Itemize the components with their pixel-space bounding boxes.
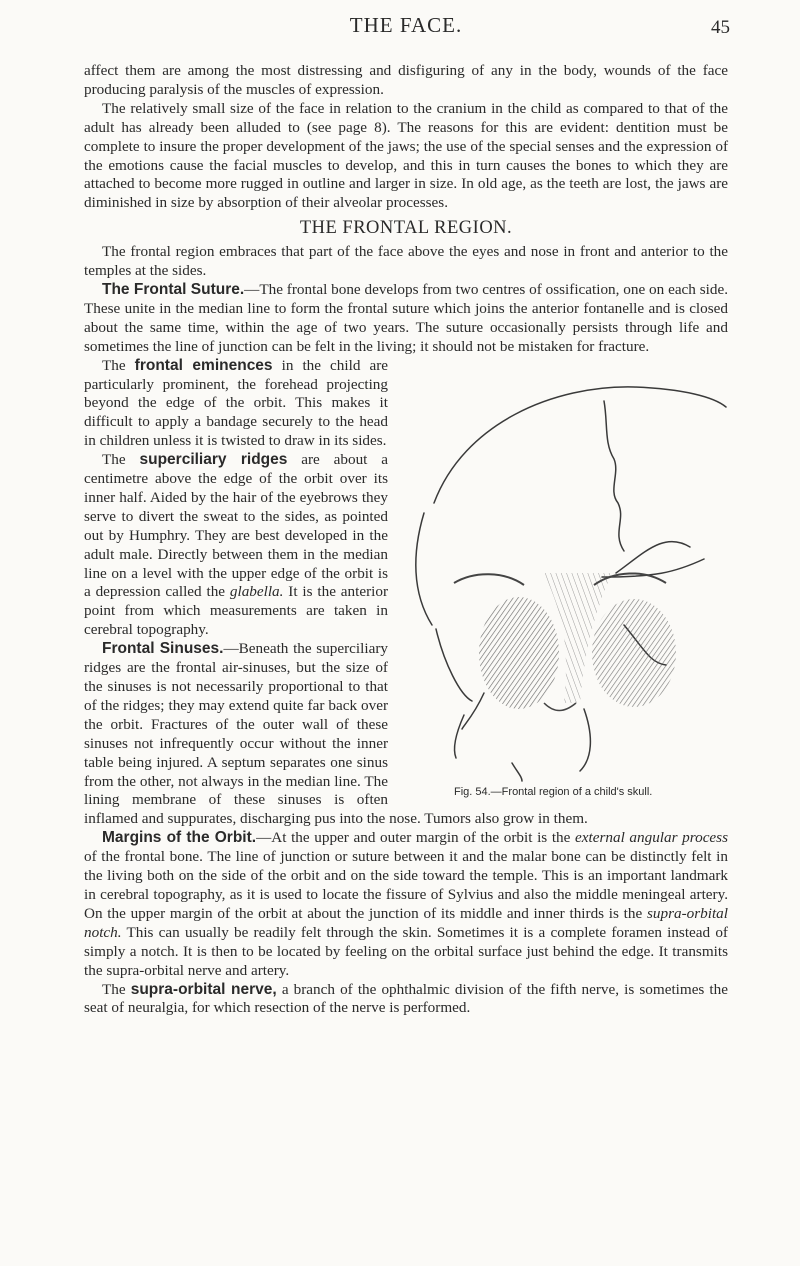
paragraph-frontal-region: The frontal region embraces that part of the face above the eyes and nose in front and anterior to the temples at the sides. bbox=[84, 243, 728, 280]
text-frontal-sinuses: —Beneath the superciliary ridges are the frontal air-sinuses, but the size of the sinuses is not necessarily proportional to that of the ridges; they may extend quite far back over the orbit. Fractures of the outer wall of these sinuses not infrequently occur without the inner table being injured. A septum separates one sinus from the other, not always in the median line. The lining membrane of these sinuses is often inflamed and suppurates, discharging pus into the nose. Tumors also grow in them. bbox=[84, 640, 588, 828]
text-orbit-c: This can usually be readily felt through the skin. Sometimes it is a complete foramen instead of simply a notch. It is then to be located by feeling on the orbital surface just behind the edge. It transmits the supra-orbital nerve and artery. bbox=[84, 923, 728, 979]
term-glabella: glabella. bbox=[229, 583, 284, 601]
paragraph-continued: affect them are among the most distressing and disfiguring of any in the body, wounds of the face producing paralysis of the muscles of expression. bbox=[84, 62, 728, 98]
body-text bbox=[84, 62, 728, 1018]
skull-illustration bbox=[394, 363, 744, 783]
term-frontal-eminences: frontal eminences bbox=[134, 356, 273, 374]
text-orbit-a: —At the upper and outer margin of the orbit is the bbox=[256, 829, 576, 847]
term-frontal-sinuses: Frontal Sinuses. bbox=[102, 640, 224, 658]
paragraph-orbit-margins bbox=[84, 829, 728, 980]
left-orbit-shading bbox=[592, 599, 676, 707]
running-head bbox=[84, 13, 728, 43]
paragraph-supra-orbital-nerve bbox=[84, 981, 728, 1019]
paragraph-frontal-suture bbox=[84, 281, 728, 357]
paragraph-face-size: The relatively small size of the face in relation to the cranium in the child as compared to that of the adult has already been alluded to (see page 8). The reasons for this are evident: dentition must be complete to insure the proper development of the jaws; the use of the special senses and the expression of the emotions cause the facial muscles to develop, and this in turn causes the bones to which they are attached to become more rugged in outline and larger in size. In old age, as the teeth are lost, the jaws are diminished in size by absorption of their alveolar processes. bbox=[84, 99, 728, 212]
text-lead: The bbox=[102, 356, 135, 374]
figure-caption: Fig. 54.—Frontal region of a child's skull. bbox=[454, 785, 653, 798]
running-title: THE FACE. bbox=[349, 13, 463, 37]
term-supra-orbital-notch: supra-orbital notch. bbox=[84, 904, 728, 941]
text-superciliary-a: are about a centimetre above the edge of the orbit over its inner half. Aided by the hair of the eyebrows they serve to divert the sweat to the sides, as pointed out by Humphry. They are best developed in the adult male. Directly between them in the median line on a level with the upper edge of the orbit is a depression called the bbox=[84, 451, 388, 601]
text-supra-orbital-nerve: a branch of the ophthalmic division of the fifth nerve, is sometimes the seat of neuralgia, for which resection of the nerve is performed. bbox=[84, 980, 728, 1017]
text-orbit-b: of the frontal bone. The line of junction or suture between it and the malar bone can be distinctly felt in the living both on the side of the orbit and on the side toward the temple. This is an important landmark in cerebral topography, as it is used to locate the fissure of Sylvius and also the middle meningeal artery. On the upper margin of the orbit at about the junction of its middle and inner thirds is the bbox=[84, 848, 728, 922]
term-supra-orbital-nerve: supra-orbital nerve, bbox=[130, 980, 277, 998]
term-orbit-margins: Margins of the Orbit. bbox=[102, 829, 257, 847]
text-superciliary-b: It is the anterior point from which measurements are taken in cerebral topography. bbox=[84, 583, 388, 639]
text-lead: The bbox=[102, 980, 131, 998]
figure-child-skull bbox=[394, 363, 744, 803]
page-number: 45 bbox=[711, 17, 730, 38]
text-lead: The bbox=[102, 451, 140, 469]
text-frontal-suture: —The frontal bone develops from two centres of ossification, one on each side. These unite in the median line to form the frontal suture which joins the anterior fontanelle and is closed about the same time, within the age of two years. The suture occasionally persists through life and sometimes the line of junction can be felt in the living; it should not be mistaken for fracture. bbox=[84, 280, 728, 355]
term-external-angular-process: external angular process bbox=[575, 829, 728, 847]
section-heading: THE FRONTAL REGION. bbox=[299, 218, 513, 239]
text-frontal-eminences: in the child are particularly prominent, the forehead projecting beyond the edge of the orbit. This makes it difficult to apply a bandage securely to the head in children unless it is twisted to draw in its sides. bbox=[84, 356, 388, 450]
term-superciliary-ridges: superciliary ridges bbox=[139, 451, 288, 469]
term-frontal-suture: The Frontal Suture. bbox=[102, 280, 245, 298]
right-orbit-shading bbox=[479, 597, 559, 709]
